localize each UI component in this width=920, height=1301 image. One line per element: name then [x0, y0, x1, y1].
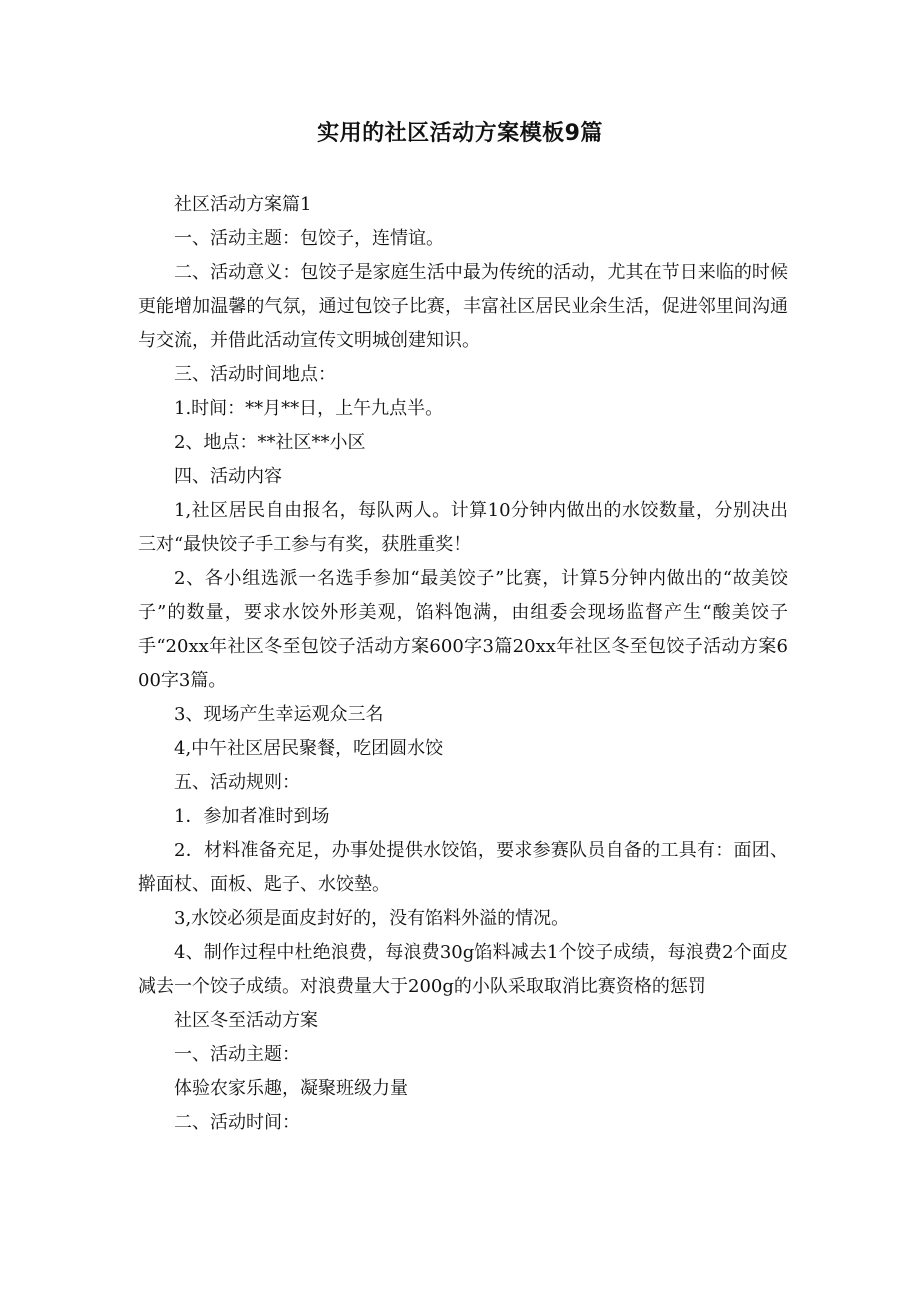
paragraph: 2、各小组选派一名选手参加“最美饺子”比赛，计算5分钟内做出的“故美饺子”的数量，要求水饺外形美观，馅料饱满，由组委会现场监督产生“酸美饺子手“20xx年社区冬至包饺子活动方案600字3篇20xx年社区冬至包饺子活动方案600字3篇。	[138, 568, 788, 691]
paragraph: 3、现场产生幸运观众三名	[174, 704, 384, 725]
paragraph: 4,中午社区居民聚餐，吃团圆水饺	[174, 738, 444, 759]
paragraph: 五、活动规则：	[174, 772, 300, 793]
paragraph: 二、活动意义：包饺子是家庭生活中最为传统的活动，尤其在节日来临的时候更能增加温馨的气氛，通过包饺子比赛，丰富社区居民业余生活，促进邻里间沟通与交流，并借此活动宣传文明城创建知识。	[138, 262, 788, 351]
paragraph: 2、地点：**社区**小区	[174, 432, 366, 453]
paragraph: 1.时间：**月**日，上午九点半。	[174, 398, 444, 419]
paragraph: 四、活动内容	[174, 466, 282, 487]
paragraph: 一、活动主题：包饺子，连情谊。	[174, 228, 444, 249]
paragraph: 三、活动时间地点：	[174, 364, 336, 385]
paragraph: 二、活动时间：	[174, 1112, 300, 1133]
paragraph: 2．材料准备充足，办事处提供水饺馅，要求参赛队员自备的工具有：面团、擀面杖、面板、匙子、水饺墊。	[138, 840, 788, 895]
paragraph: 体验农家乐趣，凝聚班级力量	[174, 1078, 408, 1099]
paragraph-heading: 社区冬至活动方案	[174, 1010, 318, 1031]
paragraph: 3,水饺必须是面皮封好的，没有馅料外溢的情况。	[174, 908, 570, 929]
paragraph: 1,社区居民自由报名，每队两人。计算10分钟内做出的水饺数量，分别决出三对“最快饺子手工参与有奖，获胜重奖！	[138, 500, 788, 555]
paragraph: 一、活动主题：	[174, 1044, 300, 1065]
paragraph-heading: 社区活动方案篇1	[174, 194, 312, 215]
document-title: 实用的社区活动方案模板9篇	[317, 121, 603, 146]
paragraph: 1．参加者准时到场	[174, 806, 330, 827]
document-body	[138, 188, 788, 1140]
paragraph: 4、制作过程中杜绝浪费，每浪费30g馅料减去1个饺子成绩，每浪费2个面皮减去一个饺子成绩。对浪费量大于200g的小队采取取消比赛资格的惩罚	[138, 942, 788, 997]
